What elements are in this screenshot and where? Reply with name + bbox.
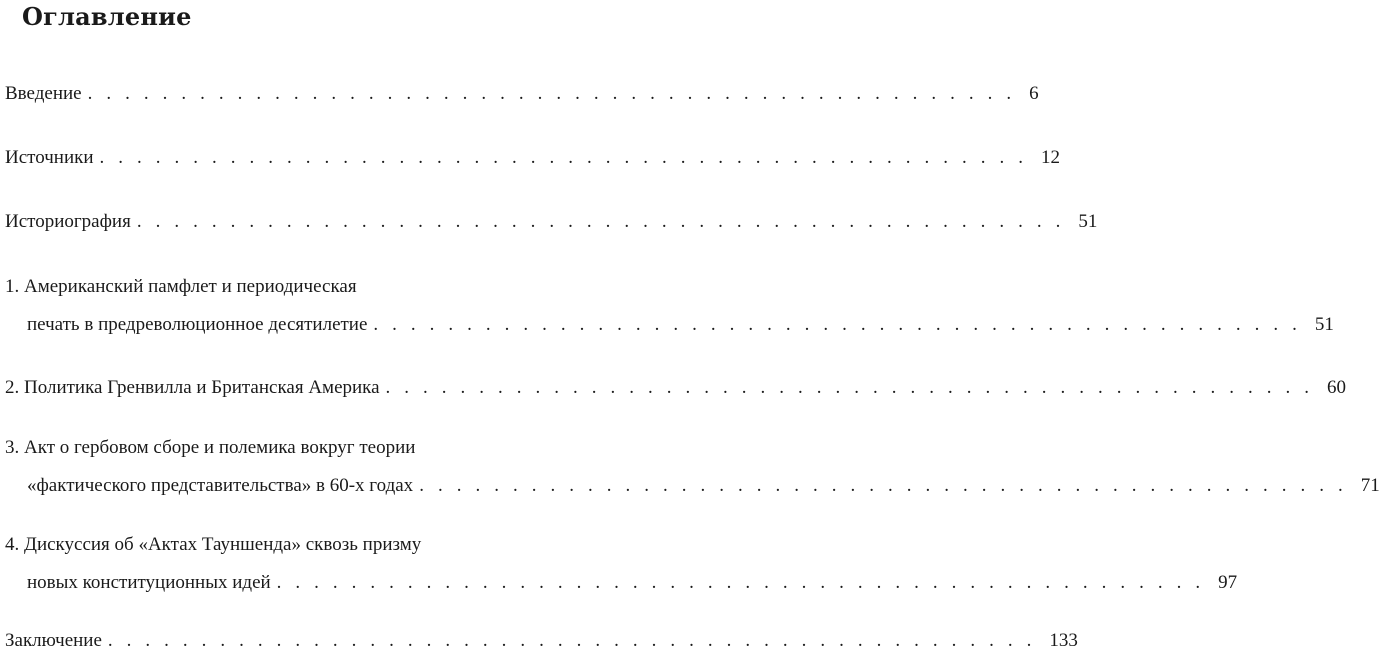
toc-page-number: 71 [1360,475,1380,496]
toc-entry-label: Заключение [5,630,102,651]
toc-entry-chapter-3[interactable] [5,436,1380,498]
toc-entry-label: Историография [5,211,131,232]
toc-entry-label-continuation: печать в предреволюционное десятилетие [27,314,368,335]
toc-entry-label-continuation: «фактического представительства» в 60-х годах [27,475,414,496]
toc-entry-label: Введение [5,83,82,104]
toc-line [5,533,581,557]
dot-leader: .................................................. [419,475,1357,496]
dot-leader: .................................................. [87,83,1026,104]
toc-entry-label: 1. Американский памфлет и периодическая [5,276,357,297]
toc-page-number: 97 [1218,572,1238,593]
toc-line [5,275,581,299]
toc-line [5,629,1078,653]
toc-line [5,436,581,460]
toc-entry-label: 3. Акт о гербовом сборе и полемика вокруг теории [5,437,416,458]
toc-line-continuation [5,313,1334,337]
toc-page-number: 6 [1029,83,1039,104]
toc-line [5,376,1347,400]
toc-page-number: 133 [1049,630,1078,651]
toc-line-continuation [5,474,1380,498]
toc-line [5,82,1039,106]
toc-entry-chapter-4[interactable] [5,533,1238,595]
dot-leader: .................................................. [373,314,1311,335]
toc-entry-label: 2. Политика Гренвилла и Британская Америка [5,377,380,398]
toc-entry-chapter-1[interactable] [5,275,1334,337]
toc-page-number: 12 [1041,147,1061,168]
toc-entry-sources[interactable] [5,146,1061,170]
dot-leader: .................................................. [99,147,1038,168]
toc-line [5,210,1098,234]
dot-leader: .................................................. [107,630,1046,651]
toc-line [5,146,1061,170]
toc-entry-label: 4. Дискуссия об «Актах Тауншенда» сквозь призму [5,534,422,555]
toc-line-continuation [5,571,1238,595]
toc-page-number: 51 [1078,211,1098,232]
toc-entry-label-continuation: новых конституционных идей [27,572,271,593]
toc-page-number: 51 [1314,314,1334,335]
toc-page-number: 60 [1327,377,1347,398]
page-title: Оглавление [22,2,192,31]
dot-leader: .................................................. [136,211,1075,232]
toc-entry-historiography[interactable] [5,210,1098,234]
toc-entry-chapter-2[interactable] [5,376,1347,400]
dot-leader: .................................................. [385,377,1324,398]
toc-entry-conclusion[interactable] [5,629,1078,653]
dot-leader: .................................................. [276,572,1215,593]
toc-entry-label: Источники [5,147,94,168]
toc-entry-introduction[interactable] [5,82,1039,106]
